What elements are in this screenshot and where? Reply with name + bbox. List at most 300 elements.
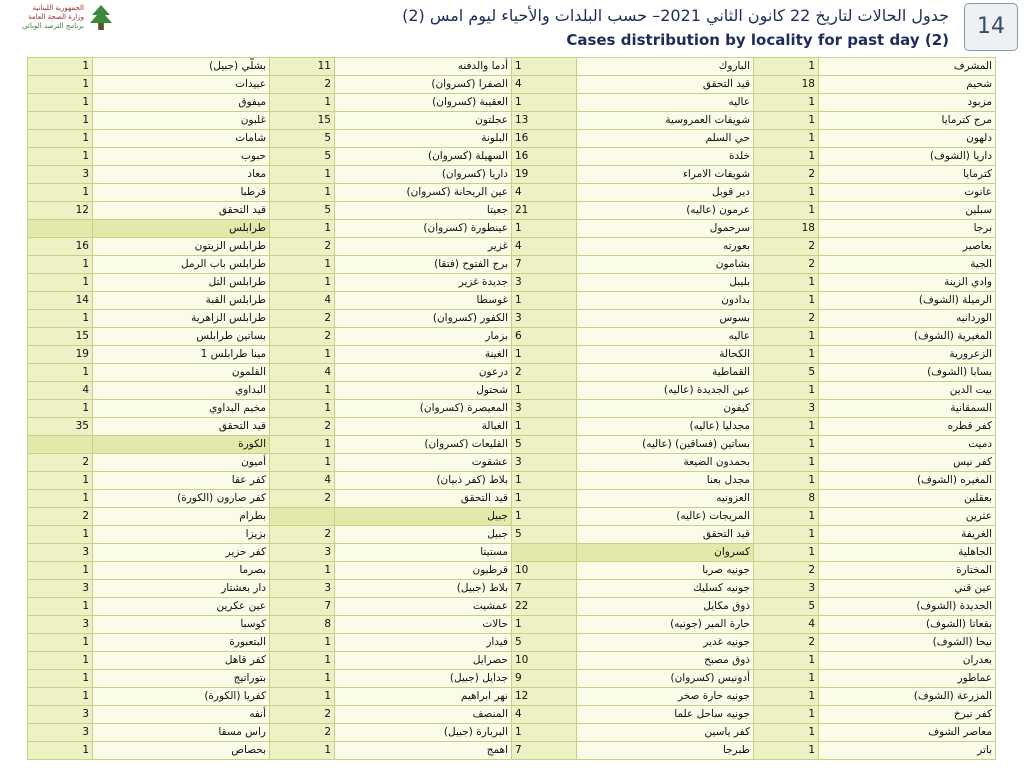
locality-name-cell: جونيه حارة صخر: [577, 688, 754, 706]
table-row: [28, 562, 996, 580]
locality-name-cell: بعدران: [819, 652, 996, 670]
case-count-cell: 1: [754, 544, 819, 562]
case-count-cell: 1: [754, 130, 819, 148]
locality-name-cell: كفر صارون (الكورة): [93, 490, 270, 508]
case-count-cell: 3: [754, 400, 819, 418]
locality-name-cell: عبيدات: [93, 76, 270, 94]
case-count-cell: 1: [28, 472, 93, 490]
locality-name-cell: بيت الدين: [819, 382, 996, 400]
locality-name-cell: الجاهلية: [819, 544, 996, 562]
locality-name-cell: وادي الزينة: [819, 274, 996, 292]
locality-name-cell: طرابلس الزاهرية: [93, 310, 270, 328]
locality-name-cell: طرابلس القبة: [93, 292, 270, 310]
table-row: [28, 454, 996, 472]
locality-name-cell: شامات: [93, 130, 270, 148]
case-count-cell: 5: [512, 634, 577, 652]
locality-name-cell: بشلّي (جبيل): [93, 58, 270, 76]
locality-name-cell: قيد التحقق: [93, 418, 270, 436]
locality-name-cell: بزمار: [335, 328, 512, 346]
case-count-cell: 4: [270, 472, 335, 490]
locality-name-cell: داريا (الشوف): [819, 148, 996, 166]
locality-name-cell: مينا طرابلس 1: [93, 346, 270, 364]
locality-name-cell: المنصف: [335, 706, 512, 724]
locality-name-cell: اهمج: [335, 742, 512, 760]
locality-name-cell: كفر قاهل: [93, 652, 270, 670]
locality-name-cell: داريا (كسروان): [335, 166, 512, 184]
case-count-cell: 1: [270, 670, 335, 688]
case-count-cell: 4: [512, 76, 577, 94]
case-count-cell: 15: [28, 328, 93, 346]
case-count-cell: 1: [270, 436, 335, 454]
case-count-cell: 14: [28, 292, 93, 310]
locality-name-cell: كفريا (الكورة): [93, 688, 270, 706]
case-count-cell: 5: [512, 436, 577, 454]
locality-name-cell: عاليه: [577, 328, 754, 346]
locality-name-cell: مخيم البداوي: [93, 400, 270, 418]
locality-name-cell: بعورته: [577, 238, 754, 256]
case-count-cell: 1: [754, 688, 819, 706]
case-count-cell: 1: [28, 742, 93, 760]
title-arabic: جدول الحالات لتاريخ 22 كانون الثاني 2021– حسب البلدات والأحياء ليوم امس (2): [402, 6, 949, 25]
locality-name-cell: شحتول: [335, 382, 512, 400]
case-count-cell: 1: [270, 256, 335, 274]
locality-name-cell: مجدليا (عاليه): [577, 418, 754, 436]
table-row: [28, 346, 996, 364]
case-count-cell: 18: [754, 220, 819, 238]
case-count-cell: 13: [512, 112, 577, 130]
locality-name-cell: القماطية: [577, 364, 754, 382]
locality-name-cell: عرمون (عاليه): [577, 202, 754, 220]
locality-name-cell: درعون: [335, 364, 512, 382]
locality-name-cell: الباروك: [577, 58, 754, 76]
locality-name-cell: بقعاتا (الشوف): [819, 616, 996, 634]
locality-name-cell: المختارة: [819, 562, 996, 580]
case-count-cell: 1: [512, 508, 577, 526]
case-count-cell: 1: [28, 76, 93, 94]
case-count-cell: 16: [28, 238, 93, 256]
locality-name-cell: نيحا (الشوف): [819, 634, 996, 652]
logo-line-3: برنامج الترصد الوبائي: [22, 22, 84, 30]
case-count-cell: 1: [270, 742, 335, 760]
table-row: [28, 238, 996, 256]
case-count-cell: 1: [512, 616, 577, 634]
case-count-cell: 2: [270, 328, 335, 346]
table-row: [28, 220, 996, 238]
table-row: [28, 382, 996, 400]
locality-name-cell: دار بعشتار: [93, 580, 270, 598]
case-count-cell: 1: [28, 274, 93, 292]
table-row: [28, 490, 996, 508]
table-row: [28, 112, 996, 130]
case-count-cell: 2: [270, 490, 335, 508]
table-row: [28, 472, 996, 490]
case-count-cell: 1: [270, 166, 335, 184]
locality-name-cell: جبيل: [335, 526, 512, 544]
case-count-cell: 1: [270, 652, 335, 670]
locality-name-cell: كوسبا: [93, 616, 270, 634]
locality-name-cell: طبرجا: [577, 742, 754, 760]
case-count-cell: 1: [512, 724, 577, 742]
section-header-name: كسروان: [577, 544, 754, 562]
locality-name-cell: دير قوبل: [577, 184, 754, 202]
locality-name-cell: عجلتون: [335, 112, 512, 130]
page-number: 14: [964, 3, 1018, 51]
locality-name-cell: البتعبورة: [93, 634, 270, 652]
table-row: [28, 706, 996, 724]
case-count-cell: 1: [28, 670, 93, 688]
case-count-cell: 3: [754, 580, 819, 598]
logo-line-2: وزارة الصحة العامة: [28, 13, 84, 21]
locality-name-cell: بصرما: [93, 562, 270, 580]
table-row: [28, 310, 996, 328]
locality-name-cell: القلمون: [93, 364, 270, 382]
locality-name-cell: بزيزا: [93, 526, 270, 544]
table-row: [28, 418, 996, 436]
locality-name-cell: معاصر الشوف: [819, 724, 996, 742]
cases-table-container: [27, 57, 995, 763]
case-count-cell: 35: [28, 418, 93, 436]
case-count-cell: 3: [28, 724, 93, 742]
locality-name-cell: الصفرا (كسروان): [335, 76, 512, 94]
case-count-cell: 5: [270, 202, 335, 220]
table-row: [28, 742, 996, 760]
locality-name-cell: كفر قطره: [819, 418, 996, 436]
case-count-cell: 1: [28, 364, 93, 382]
locality-name-cell: السهيلة (كسروان): [335, 148, 512, 166]
locality-name-cell: بسابا (الشوف): [819, 364, 996, 382]
logo-text: [12, 4, 84, 31]
table-row: [28, 670, 996, 688]
locality-name-cell: معاد: [93, 166, 270, 184]
locality-name-cell: عين عكرين: [93, 598, 270, 616]
case-count-cell: 1: [512, 472, 577, 490]
case-count-cell: 2: [28, 454, 93, 472]
case-count-cell: 1: [28, 688, 93, 706]
locality-name-cell: مرج كترمايا: [819, 112, 996, 130]
locality-name-cell: حبوب: [93, 148, 270, 166]
cases-table: [27, 57, 996, 760]
locality-name-cell: جدايل (جبيل): [335, 670, 512, 688]
locality-name-cell: بساتين (فساقين) (عاليه): [577, 436, 754, 454]
table-row: [28, 184, 996, 202]
locality-name-cell: فيدار: [335, 634, 512, 652]
case-count-cell: 4: [512, 238, 577, 256]
case-count-cell: 7: [512, 256, 577, 274]
case-count-cell: 1: [270, 634, 335, 652]
case-count-cell: 1: [754, 706, 819, 724]
locality-name-cell: طرابلس باب الرمل: [93, 256, 270, 274]
table-row: [28, 526, 996, 544]
case-count-cell: 11: [270, 58, 335, 76]
locality-name-cell: غلبون: [93, 112, 270, 130]
locality-name-cell: بلاط (جبيل): [335, 580, 512, 598]
locality-name-cell: ذوق مصبح: [577, 652, 754, 670]
case-count-cell: 1: [512, 382, 577, 400]
case-count-cell: 1: [28, 598, 93, 616]
locality-name-cell: جونيه غدير: [577, 634, 754, 652]
case-count-cell: 1: [270, 562, 335, 580]
locality-name-cell: دلهون: [819, 130, 996, 148]
case-count-cell: 1: [754, 274, 819, 292]
case-count-cell: 1: [754, 292, 819, 310]
case-count-cell: 16: [512, 130, 577, 148]
locality-name-cell: باتر: [819, 742, 996, 760]
case-count-cell: 3: [28, 544, 93, 562]
locality-name-cell: حالات: [335, 616, 512, 634]
locality-name-cell: عينطورة (كسروان): [335, 220, 512, 238]
locality-name-cell: العقيبة (كسروان): [335, 94, 512, 112]
locality-name-cell: شويفات العمروسية: [577, 112, 754, 130]
case-count-cell: 1: [754, 742, 819, 760]
case-count-cell: 3: [512, 310, 577, 328]
case-count-cell: 8: [270, 616, 335, 634]
case-count-cell: 7: [512, 742, 577, 760]
locality-name-cell: المغيره (الشوف): [819, 472, 996, 490]
case-count-cell: 1: [28, 130, 93, 148]
locality-name-cell: جعيتا: [335, 202, 512, 220]
locality-name-cell: الزعرورية: [819, 346, 996, 364]
locality-name-cell: العزونيه: [577, 490, 754, 508]
title-english: Cases distribution by locality for past day (2): [566, 31, 949, 49]
case-count-cell: 21: [512, 202, 577, 220]
locality-name-cell: عماطور: [819, 670, 996, 688]
locality-name-cell: قرطبون: [335, 562, 512, 580]
locality-name-cell: كفر عقا: [93, 472, 270, 490]
locality-name-cell: بسوس: [577, 310, 754, 328]
case-count-cell: 2: [512, 364, 577, 382]
case-count-cell: 22: [512, 598, 577, 616]
locality-name-cell: كفر نيس: [819, 454, 996, 472]
locality-name-cell: طرابلس التل: [93, 274, 270, 292]
case-count-cell: 1: [754, 112, 819, 130]
locality-name-cell: عشقوت: [335, 454, 512, 472]
case-count-cell: 1: [28, 256, 93, 274]
locality-name-cell: قيد التحقق: [577, 526, 754, 544]
locality-name-cell: بشامون: [577, 256, 754, 274]
case-count-cell: 1: [754, 652, 819, 670]
locality-name-cell: عين قني: [819, 580, 996, 598]
case-count-cell: 7: [270, 598, 335, 616]
case-count-cell: 7: [512, 580, 577, 598]
table-row: [28, 634, 996, 652]
case-count-cell: 2: [270, 310, 335, 328]
locality-name-cell: مجدل بعنا: [577, 472, 754, 490]
locality-name-cell: بحمدون الضيعة: [577, 454, 754, 472]
case-count-cell: 2: [270, 526, 335, 544]
locality-name-cell: سبلين: [819, 202, 996, 220]
section-header-cell: [270, 508, 335, 526]
locality-name-cell: مستيتا: [335, 544, 512, 562]
locality-name-cell: عمشيت: [335, 598, 512, 616]
locality-name-cell: الجديدة (الشوف): [819, 598, 996, 616]
case-count-cell: 1: [754, 148, 819, 166]
table-row: [28, 364, 996, 382]
locality-name-cell: الغينة: [335, 346, 512, 364]
locality-name-cell: أدونيس (كسروان): [577, 670, 754, 688]
section-header-cell: [512, 544, 577, 562]
case-count-cell: 3: [28, 166, 93, 184]
case-count-cell: 1: [28, 58, 93, 76]
table-row: [28, 688, 996, 706]
case-count-cell: 1: [270, 274, 335, 292]
locality-name-cell: عين الريحانة (كسروان): [335, 184, 512, 202]
case-count-cell: 5: [754, 598, 819, 616]
locality-name-cell: بطرام: [93, 508, 270, 526]
case-count-cell: 1: [754, 94, 819, 112]
table-row: [28, 76, 996, 94]
locality-name-cell: قيد التحقق: [93, 202, 270, 220]
table-row: [28, 652, 996, 670]
case-count-cell: 2: [270, 706, 335, 724]
case-count-cell: 1: [512, 490, 577, 508]
case-count-cell: 1: [754, 454, 819, 472]
locality-name-cell: الغريفة: [819, 526, 996, 544]
locality-name-cell: غوسطا: [335, 292, 512, 310]
locality-name-cell: بعاصير: [819, 238, 996, 256]
case-count-cell: 18: [754, 76, 819, 94]
locality-name-cell: أميون: [93, 454, 270, 472]
header: [0, 0, 1024, 56]
locality-name-cell: قرطبا: [93, 184, 270, 202]
case-count-cell: 1: [270, 688, 335, 706]
case-count-cell: 2: [754, 562, 819, 580]
case-count-cell: 1: [754, 328, 819, 346]
locality-name-cell: نهر ابراهيم: [335, 688, 512, 706]
locality-name-cell: المغيرية (الشوف): [819, 328, 996, 346]
locality-name-cell: بساتين طرابلس: [93, 328, 270, 346]
locality-name-cell: جونيه صربا: [577, 562, 754, 580]
case-count-cell: 3: [28, 580, 93, 598]
case-count-cell: 1: [754, 670, 819, 688]
table-row: [28, 58, 996, 76]
case-count-cell: 2: [754, 166, 819, 184]
locality-name-cell: ذوق مكايل: [577, 598, 754, 616]
case-count-cell: 2: [754, 310, 819, 328]
case-count-cell: 1: [28, 184, 93, 202]
case-count-cell: 3: [270, 580, 335, 598]
locality-name-cell: حارة المير (جونيه): [577, 616, 754, 634]
table-row: [28, 94, 996, 112]
locality-name-cell: بحصاص: [93, 742, 270, 760]
case-count-cell: 6: [512, 328, 577, 346]
locality-name-cell: الغبالة: [335, 418, 512, 436]
locality-name-cell: أنفه: [93, 706, 270, 724]
case-count-cell: 1: [270, 346, 335, 364]
case-count-cell: 4: [754, 616, 819, 634]
case-count-cell: 3: [512, 400, 577, 418]
locality-name-cell: جونيه ساحل علما: [577, 706, 754, 724]
section-header-name: الكورة: [93, 436, 270, 454]
case-count-cell: 1: [754, 202, 819, 220]
locality-name-cell: قيد التحقق: [577, 76, 754, 94]
case-count-cell: 5: [270, 148, 335, 166]
case-count-cell: 4: [270, 364, 335, 382]
locality-name-cell: البداوي: [93, 382, 270, 400]
locality-name-cell: عانوت: [819, 184, 996, 202]
case-count-cell: 1: [270, 454, 335, 472]
locality-name-cell: خلدة: [577, 148, 754, 166]
case-count-cell: 1: [754, 346, 819, 364]
case-count-cell: 3: [512, 274, 577, 292]
case-count-cell: 3: [270, 544, 335, 562]
locality-name-cell: القليعات (كسروان): [335, 436, 512, 454]
section-header-cell: [28, 436, 93, 454]
locality-name-cell: البلونة: [335, 130, 512, 148]
case-count-cell: 1: [754, 508, 819, 526]
case-count-cell: 4: [512, 184, 577, 202]
table-row: [28, 148, 996, 166]
locality-name-cell: الكفور (كسروان): [335, 310, 512, 328]
case-count-cell: 10: [512, 562, 577, 580]
locality-name-cell: بدادون: [577, 292, 754, 310]
locality-name-cell: عثرين: [819, 508, 996, 526]
case-count-cell: 1: [754, 184, 819, 202]
locality-name-cell: عين الجديدة (عاليه): [577, 382, 754, 400]
locality-name-cell: شويفات الامراء: [577, 166, 754, 184]
table-row: [28, 616, 996, 634]
case-count-cell: 1: [28, 112, 93, 130]
table-row: [28, 256, 996, 274]
section-header-name: جبيل: [335, 508, 512, 526]
case-count-cell: 5: [512, 526, 577, 544]
locality-name-cell: سرحمول: [577, 220, 754, 238]
case-count-cell: 2: [270, 418, 335, 436]
locality-name-cell: جونيه كسليك: [577, 580, 754, 598]
case-count-cell: 1: [512, 346, 577, 364]
ministry-logo: [8, 2, 113, 36]
case-count-cell: 1: [512, 220, 577, 238]
locality-name-cell: الكحالة: [577, 346, 754, 364]
table-row: [28, 130, 996, 148]
case-count-cell: 1: [28, 310, 93, 328]
case-count-cell: 8: [754, 490, 819, 508]
case-count-cell: 15: [270, 112, 335, 130]
locality-name-cell: بلاط (كفر ذبيان): [335, 472, 512, 490]
locality-name-cell: مزبود: [819, 94, 996, 112]
case-count-cell: 1: [270, 382, 335, 400]
case-count-cell: 2: [270, 724, 335, 742]
locality-name-cell: ميفوق: [93, 94, 270, 112]
case-count-cell: 2: [754, 256, 819, 274]
section-header-cell: [28, 220, 93, 238]
section-header-name: طرابلس: [93, 220, 270, 238]
locality-name-cell: برج الفتوح (فتقا): [335, 256, 512, 274]
table-row: [28, 328, 996, 346]
locality-name-cell: بعقلين: [819, 490, 996, 508]
case-count-cell: 1: [270, 220, 335, 238]
case-count-cell: 1: [28, 526, 93, 544]
locality-name-cell: غزير: [335, 238, 512, 256]
locality-name-cell: السمقانية: [819, 400, 996, 418]
locality-name-cell: المزرعة (الشوف): [819, 688, 996, 706]
case-count-cell: 1: [270, 400, 335, 418]
locality-name-cell: المريجات (عاليه): [577, 508, 754, 526]
locality-name-cell: أدما والدفنه: [335, 58, 512, 76]
case-count-cell: 1: [28, 652, 93, 670]
locality-name-cell: كفر ياسين: [577, 724, 754, 742]
locality-name-cell: شحيم: [819, 76, 996, 94]
case-count-cell: 2: [28, 508, 93, 526]
case-count-cell: 1: [754, 382, 819, 400]
locality-name-cell: الوردانيه: [819, 310, 996, 328]
table-row: [28, 580, 996, 598]
locality-name-cell: برجا: [819, 220, 996, 238]
locality-name-cell: دميت: [819, 436, 996, 454]
locality-name-cell: البربارة (جبيل): [335, 724, 512, 742]
case-count-cell: 1: [754, 526, 819, 544]
locality-name-cell: طرابلس الزيتون: [93, 238, 270, 256]
table-row: [28, 274, 996, 292]
